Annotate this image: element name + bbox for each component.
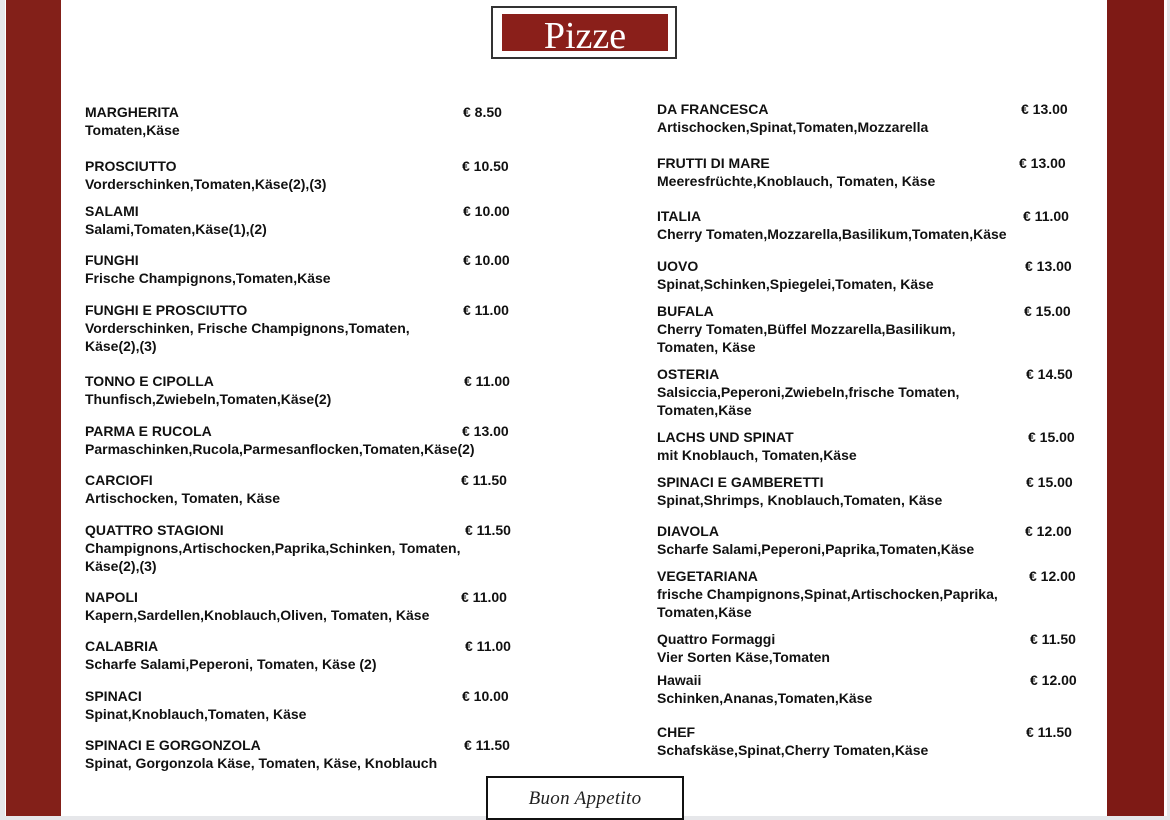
item-name: SALAMI <box>85 203 139 219</box>
item-description: Schinken,Ananas,Tomaten,Käse <box>657 690 873 706</box>
item-name: Quattro Formaggi <box>657 631 776 647</box>
menu-item <box>85 372 331 408</box>
item-description: Kapern,Sardellen,Knoblauch,Oliven, Tomaten, Käse <box>85 607 430 623</box>
item-price: € 11.00 <box>465 638 511 654</box>
item-price: € 11.50 <box>465 522 511 538</box>
item-name: FUNGHI E PROSCIUTTO <box>85 302 248 318</box>
menu-item <box>657 257 934 293</box>
item-description: Vorderschinken,Tomaten,Käse(2),(3) <box>85 176 327 192</box>
item-price: € 11.50 <box>461 472 507 488</box>
item-name: MARGHERITA <box>85 104 179 120</box>
right-decorative-band <box>1107 0 1164 816</box>
item-description: Spinat,Knoblauch,Tomaten, Käse <box>85 706 307 722</box>
item-name: CHEF <box>657 724 696 740</box>
menu-item <box>657 671 872 707</box>
item-name: CARCIOFI <box>85 472 153 488</box>
item-description: Schafskäse,Spinat,Cherry Tomaten,Käse <box>657 742 929 758</box>
item-price: € 14.50 <box>1026 366 1073 382</box>
menu-item <box>657 100 928 136</box>
item-name: VEGETARIANA <box>657 568 758 584</box>
page-title: Pizze <box>543 15 627 51</box>
menu-item <box>657 154 935 190</box>
menu-item <box>85 521 461 575</box>
menu-item <box>657 207 1007 243</box>
menu-item <box>85 471 280 507</box>
item-price: € 10.00 <box>463 252 510 268</box>
item-price: € 11.00 <box>463 302 509 318</box>
item-name: FUNGHI <box>85 252 139 268</box>
item-description: Salsiccia,Peperoni,Zwiebeln,frische Tomaten, <box>657 384 960 400</box>
item-price: € 10.00 <box>463 203 510 219</box>
item-description: Spinat, Gorgonzola Käse, Tomaten, Käse, Knoblauch <box>85 755 438 771</box>
item-price: € 13.00 <box>462 423 509 439</box>
item-description: Vier Sorten Käse,Tomaten <box>657 649 830 665</box>
menu-item <box>85 637 377 673</box>
item-price: € 12.00 <box>1025 523 1072 539</box>
item-description: Spinat,Schinken,Spiegelei,Tomaten, Käse <box>657 276 934 292</box>
item-description: Cherry Tomaten,Büffel Mozzarella,Basilikum, <box>657 321 956 337</box>
item-price: € 10.50 <box>462 158 509 174</box>
item-name: CALABRIA <box>85 638 159 654</box>
item-description: Scharfe Salami,Peperoni,Paprika,Tomaten,Käse <box>657 541 975 557</box>
menu-item <box>85 202 267 238</box>
menu-item <box>85 251 331 287</box>
item-description: frische Champignons,Spinat,Artischocken,Paprika, <box>657 586 998 602</box>
item-name: ITALIA <box>657 208 702 224</box>
item-description: Thunfisch,Zwiebeln,Tomaten,Käse(2) <box>85 391 332 407</box>
item-price: € 11.50 <box>464 737 510 753</box>
item-name: UOVO <box>657 258 699 274</box>
item-price: € 11.00 <box>464 373 510 389</box>
item-name: DIAVOLA <box>657 523 719 539</box>
item-description: Artischocken, Tomaten, Käse <box>85 490 281 506</box>
item-price: € 13.00 <box>1019 155 1066 171</box>
menu-item <box>657 567 998 621</box>
item-price: € 10.00 <box>462 688 509 704</box>
item-name: SPINACI E GORGONZOLA <box>85 737 261 753</box>
menu-item <box>85 687 306 723</box>
item-name: PARMA E RUCOLA <box>85 423 212 439</box>
menu-item <box>85 588 429 624</box>
menu-item <box>85 422 475 458</box>
item-price: € 8.50 <box>463 104 502 120</box>
item-description: Käse(2),(3) <box>85 558 157 574</box>
item-description: Champignons,Artischocken,Paprika,Schinken, Tomaten, <box>85 540 461 556</box>
item-price: € 12.00 <box>1029 568 1076 584</box>
item-price: € 15.00 <box>1028 429 1075 445</box>
title-banner <box>502 14 668 51</box>
item-price: € 12.00 <box>1030 672 1077 688</box>
item-name: SPINACI <box>85 688 142 704</box>
item-price: € 11.50 <box>1030 631 1076 647</box>
footer-frame <box>486 776 684 820</box>
item-description: Frische Champignons,Tomaten,Käse <box>85 270 331 286</box>
item-name: TONNO E CIPOLLA <box>85 373 214 389</box>
item-description: Scharfe Salami,Peperoni, Tomaten, Käse (2) <box>85 656 377 672</box>
item-name: NAPOLI <box>85 589 138 605</box>
item-price: € 15.00 <box>1024 303 1071 319</box>
item-name: Hawaii <box>657 672 702 688</box>
menu-item <box>657 428 857 464</box>
item-name: LACHS UND SPINAT <box>657 429 794 445</box>
item-price: € 15.00 <box>1026 474 1073 490</box>
menu-item <box>85 103 180 139</box>
item-description: Cherry Tomaten,Mozzarella,Basilikum,Tomaten,Käse <box>657 226 1007 242</box>
menu-item <box>85 736 437 772</box>
item-description: Salami,Tomaten,Käse(1),(2) <box>85 221 267 237</box>
item-description: Tomaten, Käse <box>657 339 756 355</box>
item-name: PROSCIUTTO <box>85 158 177 174</box>
item-name: SPINACI E GAMBERETTI <box>657 474 824 490</box>
item-name: OSTERIA <box>657 366 720 382</box>
menu-item <box>657 302 955 356</box>
menu-item <box>657 473 942 509</box>
item-description: mit Knoblauch, Tomaten,Käse <box>657 447 857 463</box>
menu-item <box>85 157 326 193</box>
item-name: FRUTTI DI MARE <box>657 155 770 171</box>
item-price: € 13.00 <box>1025 258 1072 274</box>
item-price: € 11.50 <box>1026 724 1072 740</box>
item-description: Tomaten,Käse <box>657 604 752 620</box>
item-description: Tomaten,Käse <box>657 402 752 418</box>
menu-item <box>85 301 410 355</box>
menu-item <box>657 365 959 419</box>
item-name: DA FRANCESCA <box>657 101 769 117</box>
item-price: € 11.00 <box>1023 208 1069 224</box>
item-description: Artischocken,Spinat,Tomaten,Mozzarella <box>657 119 929 135</box>
footer-text: Buon Appetito <box>528 788 642 809</box>
menu-item <box>657 630 830 666</box>
item-name: QUATTRO STAGIONI <box>85 522 224 538</box>
item-description: Meeresfrüchte,Knoblauch, Tomaten, Käse <box>657 173 936 189</box>
item-description: Parmaschinken,Rucola,Parmesanflocken,Tomaten,Käse(2) <box>85 441 475 457</box>
menu-item <box>657 723 928 759</box>
item-description: Vorderschinken, Frische Champignons,Tomaten, <box>85 320 410 336</box>
item-name: BUFALA <box>657 303 714 319</box>
item-price: € 13.00 <box>1021 101 1068 117</box>
title-frame <box>491 6 677 59</box>
item-description: Spinat,Shrimps, Knoblauch,Tomaten, Käse <box>657 492 943 508</box>
menu-item <box>657 522 974 558</box>
item-description: Tomaten,Käse <box>85 122 180 138</box>
item-description: Käse(2),(3) <box>85 338 157 354</box>
item-price: € 11.00 <box>461 589 507 605</box>
left-decorative-band <box>6 0 61 816</box>
